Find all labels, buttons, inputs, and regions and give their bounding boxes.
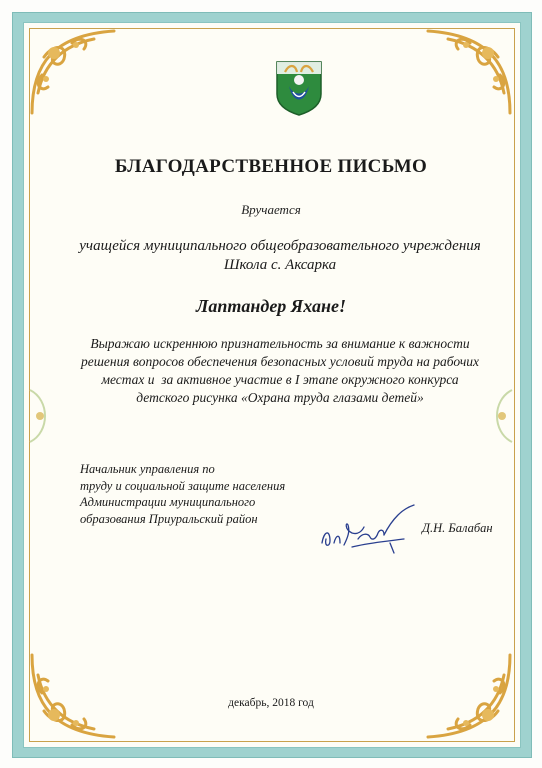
side-ornament-icon: [26, 386, 66, 446]
coat-of-arms-icon: [275, 60, 323, 116]
gratitude-text: [75, 335, 485, 407]
signer-name: Д.Н. Балабан: [422, 521, 493, 535]
signatory-position: [80, 461, 320, 527]
position-line: Начальник управления по: [80, 462, 215, 476]
awarded-label: Вручается: [241, 202, 301, 217]
body-line: решения вопросов обеспечения безопасных условий труда на рабочих: [80, 354, 479, 369]
floral-ornament-icon: [24, 23, 120, 119]
body-line: Выражаю искреннюю признательность за внимание к важности: [90, 336, 470, 351]
handwritten-signature: [318, 503, 418, 555]
position-line: Администрации муниципального: [80, 495, 256, 509]
position-line: образования Приуральский район: [80, 511, 258, 526]
page-title: БЛАГОДАРСТВЕННОЕ ПИСЬМО: [114, 156, 428, 177]
recipient-description: [60, 237, 500, 275]
issue-date: декабрь, 2018 год: [228, 697, 314, 709]
floral-ornament-icon: [422, 23, 518, 119]
position-line: труду и социальной защите населения: [80, 478, 286, 493]
recipient-line: Школа с. Аксарка: [223, 257, 337, 273]
body-line: местах и за активное участие в I этапе окружного конкурса: [101, 372, 459, 387]
recipient-name: Лаптандер Яхане!: [196, 296, 346, 316]
recipient-line: учащейся муниципального общеобразовательного учреждения: [79, 238, 481, 254]
body-line: детского рисунка «Охрана труда глазами детей»: [136, 390, 424, 405]
